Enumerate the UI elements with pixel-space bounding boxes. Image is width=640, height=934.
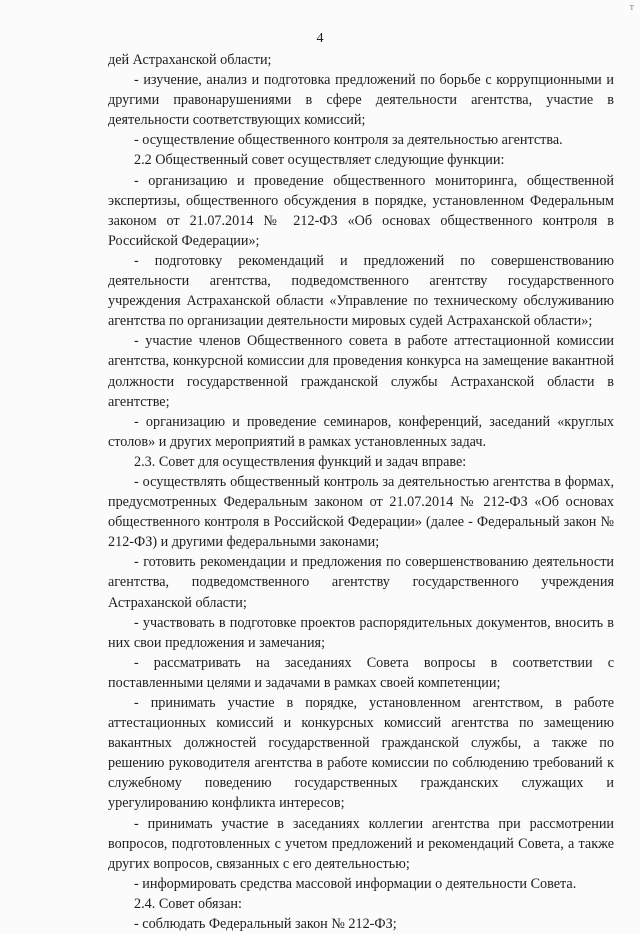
list-item-draft-documents: - участвовать в подготовке проектов распорядительных документов, вносить в них свои предложения и замечания; [108, 614, 614, 651]
list-item-inform-media: - информировать средства массовой информации о деятельности Совета. [134, 875, 577, 892]
list-item-board-meetings: - принимать участие в заседаниях коллегии агентства при рассмотрении вопросов, подготовленных с учетом предложений и рекомендаций Совета, а также других вопросов, связанных с его деятельностью; [108, 815, 614, 872]
list-item-seminars: - организацию и проведение семинаров, конференций, заседаний «круглых столов» и других мероприятий в рамках установленных задач. [108, 413, 614, 450]
section-2-3-heading: 2.3. Совет для осуществления функций и задач вправе: [134, 453, 467, 470]
list-item-exercise-control: - осуществлять общественный контроль за деятельностью агентства в формах, предусмотренных Федеральным законом от 21.07.2014 № 212-ФЗ «Об основах общественного контроля в Российской Федерации» (далее - Федеральный закон № 212-ФЗ) и другими федеральными законами; [108, 473, 614, 551]
list-item-consider-issues: - рассматривать на заседаниях Совета вопросы в соответствии с поставленными целями и задачами в рамках своей компетенции; [108, 654, 614, 691]
list-item-commissions: - принимать участие в порядке, установленном агентством, в работе аттестационных комиссий и конкурсных комиссий агентства по замещению вакантных должностей государственной гражданской службы, а также по решению руководителя агентства в работе комиссии по соблюдению требований к служебному поведению государственных гражданских служащих и урегулированию конфликта интересов; [108, 695, 614, 812]
section-2-2-heading: 2.2 Общественный совет осуществляет следующие функции: [134, 152, 505, 169]
page-number: 4 [316, 31, 324, 46]
scan-corner-mark: т [629, 2, 634, 13]
list-item-anticorruption: - изучение, анализ и подготовка предложений по борьбе с коррупционными и другими правонарушениями в сфере деятельности агентства, участие в деятельности соответствующих комиссий; [108, 72, 614, 129]
list-item-recommendations: - подготовку рекомендаций и предложений по совершенствованию деятельности агентства, подведомственного агентству государственного учреждения Астраханской области «Управление по техническому обслуживанию агентства по организации деятельности мировых судей Астраханской области»; [108, 252, 614, 330]
list-item-monitoring: - организацию и проведение общественного мониторинга, общественной экспертизы, общественного обсуждения в порядке, установленном Федеральным законом от 21.07.2014 № 212-ФЗ «Об основах общественного контроля в Российской Федерации»; [108, 172, 614, 249]
list-item-comply-law: - соблюдать Федеральный закон № 212-ФЗ; [134, 916, 397, 933]
list-item-public-control: - осуществление общественного контроля за деятельностью агентства. [134, 132, 563, 149]
list-item-prepare-recommendations: - готовить рекомендации и предложения по совершенствованию деятельности агентства, подведомственного агентству государственного учреждения Астраханской области; [108, 554, 614, 611]
section-2-4-heading: 2.4. Совет обязан: [134, 895, 242, 912]
document-body [108, 50, 614, 934]
paragraph-continuation: дей Астраханской области; [108, 52, 272, 68]
list-item-attestation: - участие членов Общественного совета в работе аттестационной комиссии агентства, конкурсной комиссии для проведения конкурса на замещение вакантной должности государственной гражданской службы Астраханской области в агентстве; [108, 333, 614, 410]
